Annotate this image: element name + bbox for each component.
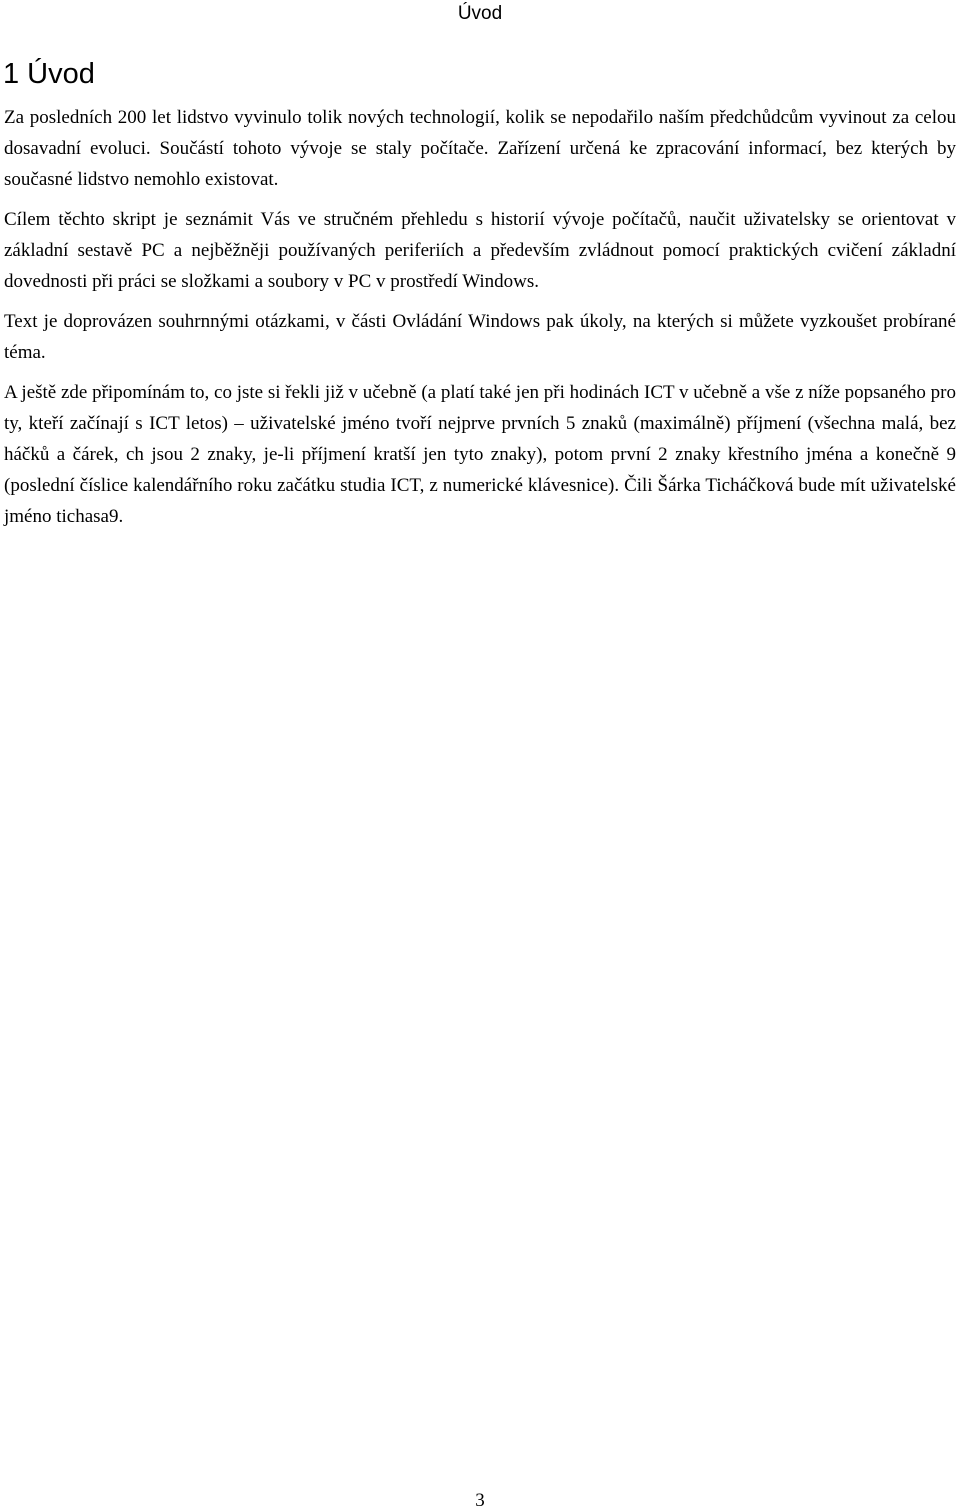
chapter-heading: 1 Úvod (3, 58, 95, 90)
paragraph-username-rule: A ještě zde připomínám to, co jste si řekli již v učebně (a platí také jen při hodinách ICT v učebně a vše z níže popsaného pro ty, kteří začínají s ICT letos) – uživatelské jméno tvoří nejprve prvních 5 znaků (maximálně) příjmení (všechna malá, bez háčků a čárek, ch jsou 2 znaky, je-li příjmení kratší jen tyto znaky), potom první 2 znaky křestního jména a konečně 9 (poslední číslice kalendářního roku začátku studia ICT, z numerické klávesnice). Čili Šárka Ticháčková bude mít uživatelské jméno tichasa9. (4, 382, 956, 527)
paragraph-exercises: Text je doprovázen souhrnnými otázkami, v části Ovládání Windows pak úkoly, na kterých si můžete vyzkoušet probírané téma. (4, 311, 956, 363)
paragraph-intro: Za posledních 200 let lidstvo vyvinulo tolik nových technologií, kolik se nepodařilo naším předchůdcům vyvinout za celou dosavadní evoluci. Součástí tohoto vývoje se staly počítače. Zařízení určená ke zpracování informací, bez kterých by současné lidstvo nemohlo existovat. (4, 107, 956, 190)
running-header: Úvod (457, 3, 503, 24)
paragraph-goal: Cílem těchto skript je seznámit Vás ve stručném přehledu s historií vývoje počítačů, naučit uživatelsky se orientovat v základní sestavě PC a nejběžněji používaných periferiích a především zvládnout pomocí praktických cvičení základní dovednosti při práci se složkami a soubory v PC v prostředí Windows. (4, 209, 956, 292)
page-number: 3 (475, 1490, 485, 1511)
